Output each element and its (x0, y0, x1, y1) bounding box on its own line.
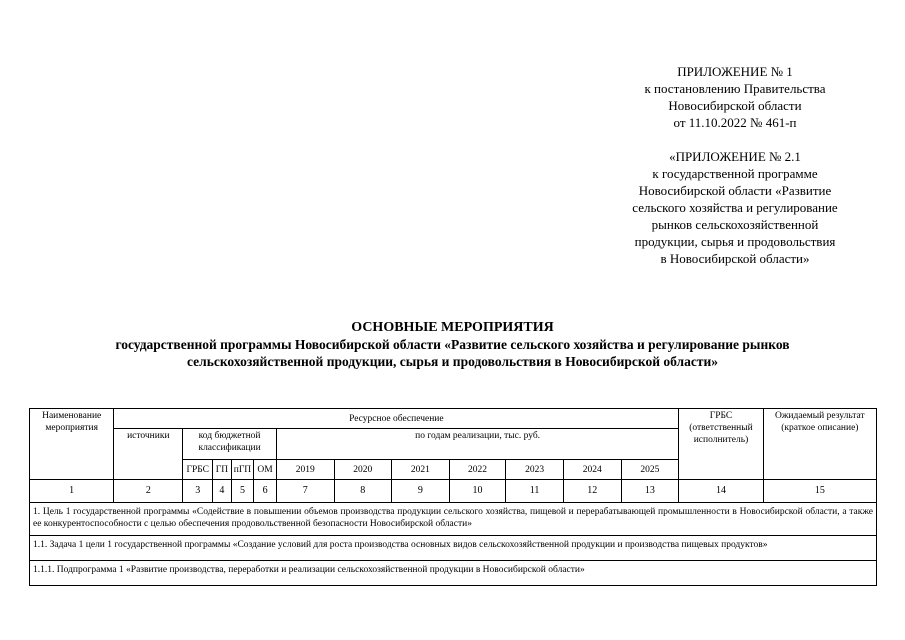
appendix-2-block (600, 148, 870, 267)
appendix-2-line: продукции, сырья и продовольствия (634, 234, 836, 249)
column-number: 8 (334, 480, 392, 503)
column-number: 9 (392, 480, 450, 503)
header-year: 2022 (449, 460, 506, 480)
appendix-1-block (600, 63, 870, 131)
appendix-1-line: от 11.10.2022 № 461-п (673, 115, 797, 130)
header-name: Наименование мероприятия (30, 409, 114, 480)
column-number: 15 (763, 480, 876, 503)
appendix-1-line: к постановлению Правительства (644, 81, 826, 96)
header-resources: Ресурсное обеспечение (114, 409, 679, 429)
header-code-om: ОМ (254, 460, 277, 480)
column-number: 13 (621, 480, 679, 503)
appendix-2-line: в Новосибирской области» (660, 251, 810, 266)
title-main: ОСНОВНЫЕ МЕРОПРИЯТИЯ (351, 320, 554, 335)
appendix-2-line: к государственной программе (652, 166, 818, 181)
appendix-2-line: Новосибирской области «Развитие (638, 183, 832, 198)
column-number: 5 (231, 480, 254, 503)
appendix-1-line: Новосибирской области (668, 98, 802, 113)
header-code-grbs: ГРБС (183, 460, 213, 480)
title-line-2: сельскохозяйственной продукции, сырья и продовольствия в Новосибирской области» (186, 354, 719, 369)
header-year: 2021 (392, 460, 450, 480)
header-year: 2024 (563, 460, 621, 480)
column-number: 10 (449, 480, 506, 503)
header-budget-code: код бюджетной классификации (183, 429, 277, 460)
table-row-goal: 1. Цель 1 государственной программы «Содействие в повышении объемов производства продукции сельского хозяйства, пищевой и перерабатывающей промышленности в Новосибирской области, а также ее конкурентоспособности с целью обеспечения продовольственной безопасности Новосибирской области» (30, 503, 877, 536)
table-row-subprogram: 1.1.1. Подпрограмма 1 «Развитие производства, переработки и реализации сельскохозяйственной продукции в Новосибирской области» (30, 561, 877, 586)
header-year: 2025 (621, 460, 679, 480)
column-number: 7 (276, 480, 334, 503)
header-year: 2020 (334, 460, 392, 480)
column-number: 12 (563, 480, 621, 503)
column-number: 6 (254, 480, 277, 503)
column-number: 3 (183, 480, 213, 503)
header-year: 2023 (506, 460, 564, 480)
column-number: 4 (213, 480, 232, 503)
header-grbs-executor: ГРБС (ответственный исполнитель) (679, 409, 763, 480)
appendix-2-line: рынков сельскохозяйственной (651, 217, 819, 232)
header-code-pgp: пГП (231, 460, 254, 480)
header-year: 2019 (276, 460, 334, 480)
header-code-gp: ГП (213, 460, 232, 480)
appendix-2-line: сельского хозяйства и регулирование (632, 200, 838, 215)
appendix-1-line: ПРИЛОЖЕНИЕ № 1 (677, 64, 793, 79)
document-title (0, 319, 905, 370)
header-sources: источники (114, 429, 183, 480)
header-by-years: по годам реализации, тыс. руб. (276, 429, 678, 460)
column-number: 2 (114, 480, 183, 503)
appendix-2-line: «ПРИЛОЖЕНИЕ № 2.1 (669, 149, 801, 164)
column-number: 14 (679, 480, 763, 503)
column-number: 1 (30, 480, 114, 503)
activities-table (29, 408, 877, 586)
header-result: Ожидаемый результат (краткое описание) (763, 409, 876, 480)
title-line-1: государственной программы Новосибирской области «Развитие сельского хозяйства и регулирование рынков (115, 337, 790, 352)
column-number: 11 (506, 480, 564, 503)
table-row-task: 1.1. Задача 1 цели 1 государственной программы «Создание условий для роста производства основных видов сельскохозяйственной продукции и производства пищевых продуктов» (30, 536, 877, 561)
